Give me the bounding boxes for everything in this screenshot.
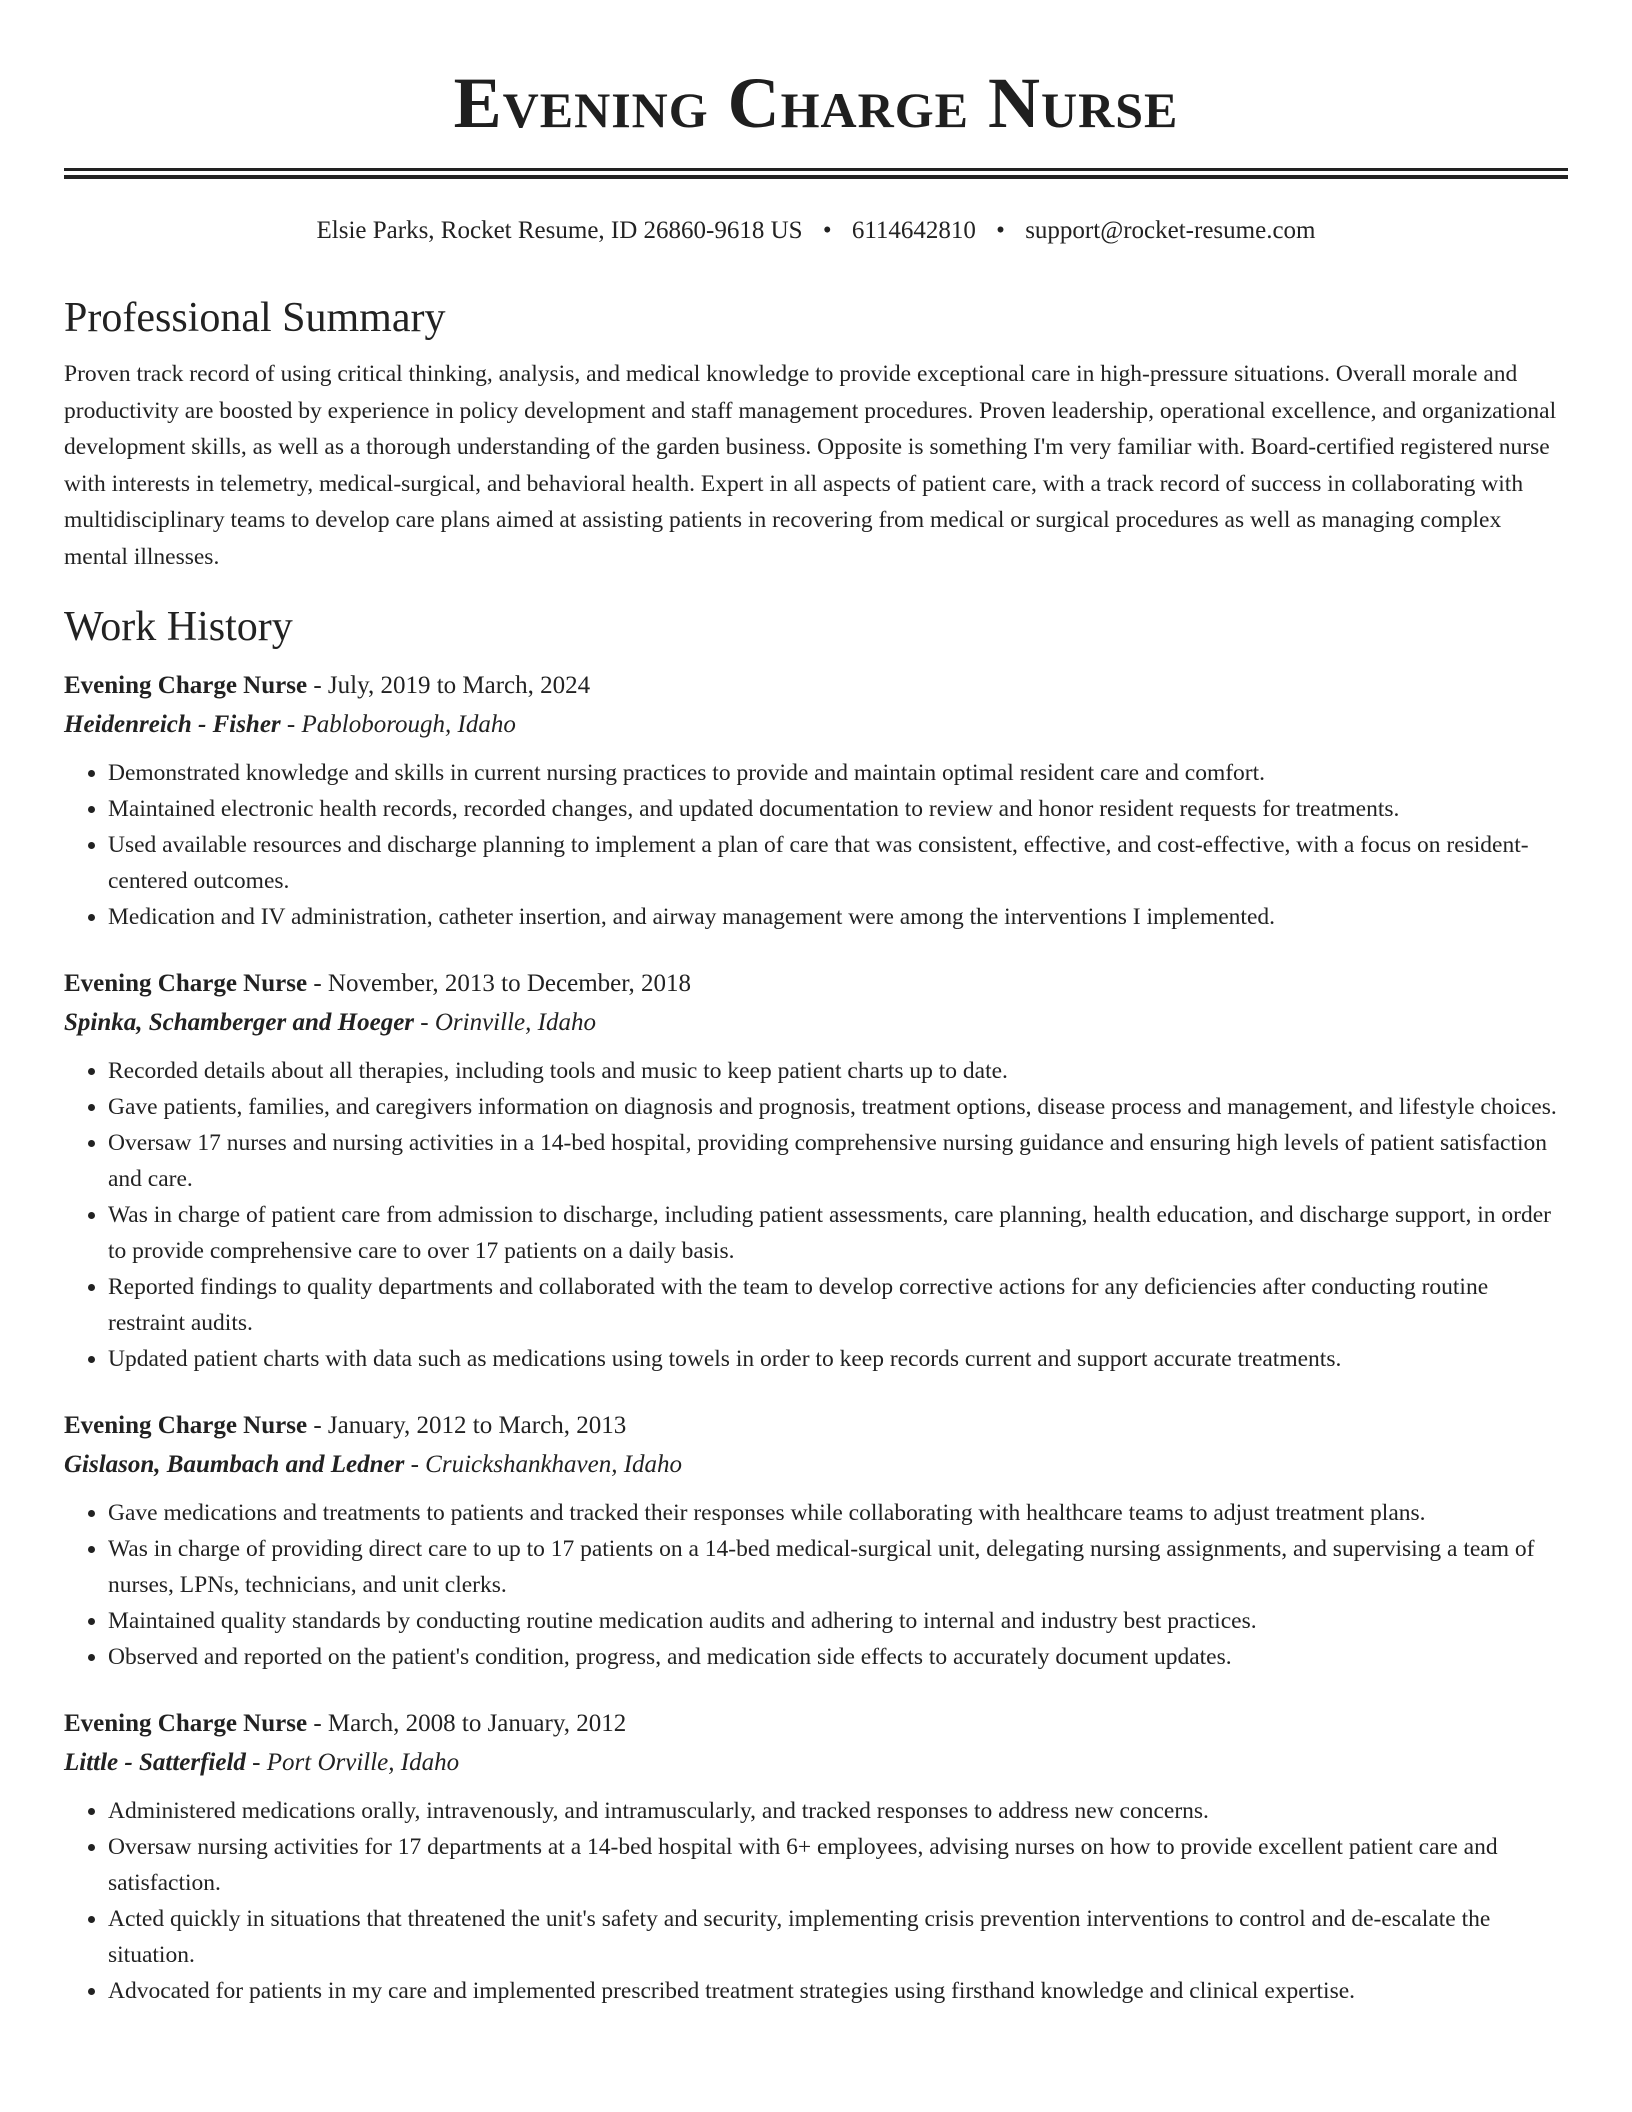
job-location: - Port Orville, Idaho: [245, 1749, 460, 1776]
job-dates: - March, 2008 to January, 2012: [307, 1710, 627, 1737]
job-title-line: [64, 667, 1568, 705]
contact-email: support@rocket-resume.com: [1025, 217, 1316, 244]
job-dates: - November, 2013 to December, 2018: [307, 970, 692, 997]
duty-item: • Reported findings to quality departments and collaborated with the team to develop corrective actions for any deficiencies after conducting routine restraint audits.: [108, 1269, 1568, 1341]
job-role: Evening Charge Nurse: [64, 970, 308, 997]
duty-item: • Maintained electronic health records, recorded changes, and updated documentation to review and honor resident requests for treatments.: [108, 791, 1568, 827]
duty-item: • Recorded details about all therapies, including tools and music to keep patient charts up to date.: [108, 1053, 1568, 1089]
duty-item: • Updated patient charts with data such as medications using towels in order to keep records current and support accurate treatments.: [108, 1341, 1568, 1377]
job-location: - Cruickshankhaven, Idaho: [404, 1451, 683, 1478]
duty-item: • Demonstrated knowledge and skills in current nursing practices to provide and maintain optimal resident care and comfort.: [108, 755, 1568, 791]
duty-item: • Was in charge of patient care from admission to discharge, including patient assessments, care planning, health education, and discharge support, in order to provide comprehensive care to over 17 patients on a daily basis.: [108, 1197, 1568, 1269]
duty-item: • Administered medications orally, intravenously, and intramuscularly, and tracked responses to address new concerns.: [108, 1793, 1568, 1829]
job-entry: [64, 965, 1568, 1377]
job-title-line: [64, 1407, 1568, 1445]
job-dates: - July, 2019 to March, 2024: [307, 672, 591, 699]
duty-item: • Observed and reported on the patient's condition, progress, and medication side effects to accurately document updates.: [108, 1639, 1568, 1675]
job-title-line: [64, 965, 1568, 1003]
duty-item: • Oversaw 17 nurses and nursing activities in a 14-bed hospital, providing comprehensive nursing guidance and ensuring high levels of patient satisfaction and care.: [108, 1125, 1568, 1197]
duty-item: • Medication and IV administration, catheter insertion, and airway management were among the interventions I implemented.: [108, 899, 1568, 935]
job-location: - Pabloborough, Idaho: [280, 711, 516, 738]
title-divider-top: [64, 168, 1568, 171]
duty-item: • Gave patients, families, and caregivers information on diagnosis and prognosis, treatment options, disease process and management, and lifestyle choices.: [108, 1089, 1568, 1125]
title-divider-bottom: [64, 175, 1568, 179]
job-duties-list: [64, 1053, 1568, 1377]
contact-separator: •: [822, 217, 832, 244]
summary-text: Proven track record of using critical thinking, analysis, and medical knowledge to provide exceptional care in high-pressure situations. Overall morale and productivity are boosted by experience in policy development and staff management procedures. Proven leadership, operational excellence, and organizational development skills, as well as a thorough understanding of the garden business. Opposite is something I'm very familiar with. Board-certified registered nurse with interests in telemetry, medical-surgical, and behavioral health. Expert in all aspects of patient care, with a track record of success in collaborating with multidisciplinary teams to develop care plans aimed at assisting patients in recovering from medical or surgical procedures as well as managing complex mental illnesses.: [64, 361, 1557, 570]
duty-item: • Oversaw nursing activities for 17 departments at a 14-bed hospital with 6+ employees, advising nurses on how to provide excellent patient care and satisfaction.: [108, 1829, 1568, 1901]
job-entry: [64, 667, 1568, 935]
contact-phone: 6114642810: [851, 217, 976, 244]
duty-item: • Advocated for patients in my care and implemented prescribed treatment strategies using firsthand knowledge and clinical expertise.: [108, 1973, 1568, 2009]
job-company-line: [64, 705, 1568, 745]
job-role: Evening Charge Nurse: [64, 1412, 308, 1439]
resume-title: Evening Charge Nurse: [453, 63, 1179, 143]
job-company-line: [64, 1743, 1568, 1783]
work-history-heading: Work History: [64, 604, 293, 650]
job-entry: [64, 1407, 1568, 1675]
job-title-line: [64, 1705, 1568, 1743]
summary-heading: Professional Summary: [64, 295, 446, 341]
job-entry: [64, 1705, 1568, 2009]
duty-item: • Was in charge of providing direct care to up to 17 patients on a 14-bed medical-surgical unit, delegating nursing assignments, and supervising a team of nurses, LPNs, technicians, and unit clerks.: [108, 1531, 1568, 1603]
job-duties-list: [64, 1495, 1568, 1675]
job-location: - Orinville, Idaho: [414, 1009, 596, 1036]
job-dates: - January, 2012 to March, 2013: [307, 1412, 627, 1439]
job-duties-list: [64, 755, 1568, 935]
job-company: Little - Satterfield: [64, 1749, 246, 1776]
job-company: Heidenreich - Fisher: [64, 711, 281, 738]
resume-body: [64, 288, 1568, 2009]
job-company-line: [64, 1003, 1568, 1043]
contact-address: Elsie Parks, Rocket Resume, ID 26860-9618 US: [316, 217, 803, 244]
contact-separator: •: [996, 217, 1005, 244]
duty-item: • Used available resources and discharge planning to implement a plan of care that was consistent, effective, and cost-effective, with a focus on resident-centered outcomes.: [108, 827, 1568, 899]
job-duties-list: [64, 1793, 1568, 2009]
job-role: Evening Charge Nurse: [64, 672, 308, 699]
job-company-line: [64, 1445, 1568, 1485]
job-company: Spinka, Schamberger and Hoeger: [64, 1009, 415, 1036]
job-role: Evening Charge Nurse: [64, 1710, 308, 1737]
job-company: Gislason, Baumbach and Ledner: [64, 1451, 405, 1478]
job-list: [64, 667, 1568, 2009]
duty-item: • Acted quickly in situations that threatened the unit's safety and security, implementing crisis prevention interventions to control and de-escalate the situation.: [108, 1901, 1568, 1973]
contact-line: [0, 214, 1632, 248]
duty-item: • Maintained quality standards by conducting routine medication audits and adhering to internal and industry best practices.: [108, 1603, 1568, 1639]
duty-item: • Gave medications and treatments to patients and tracked their responses while collaborating with healthcare teams to adjust treatment plans.: [108, 1495, 1568, 1531]
